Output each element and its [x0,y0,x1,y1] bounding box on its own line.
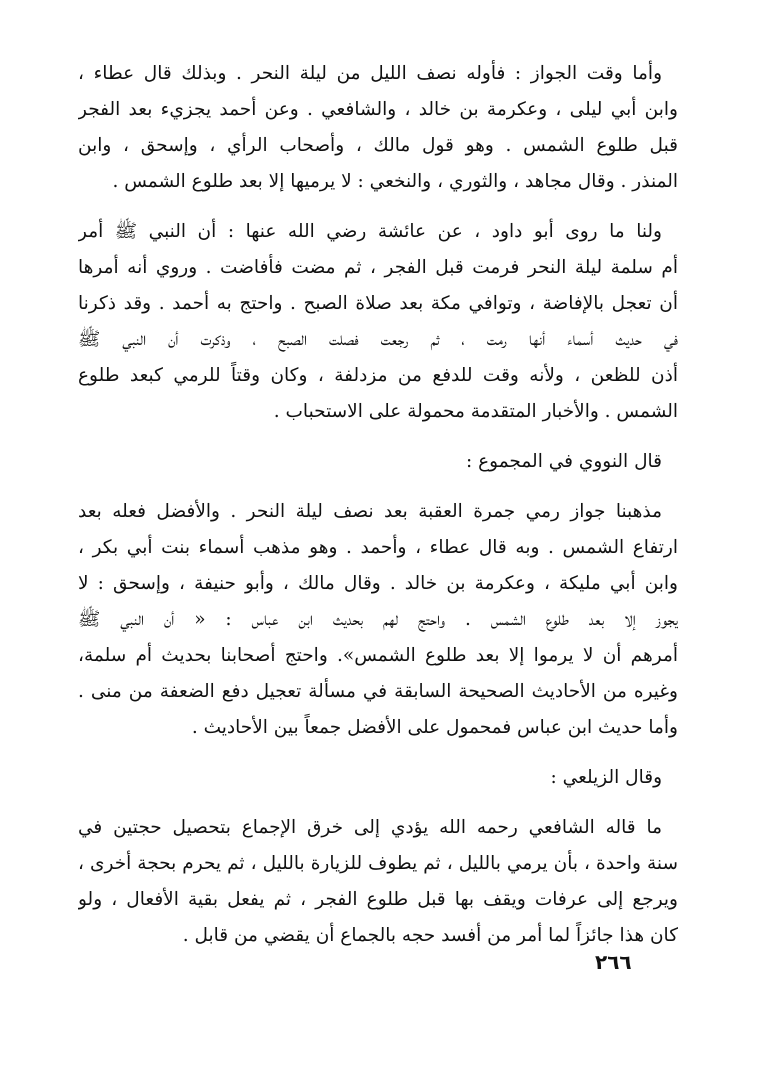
text-line: ارتفاع الشمس . وبه قال عطاء ، وأحمد . وهو مذهب أسماء بنت أبي بكر ، [78,537,678,558]
text-line: وابن أبي مليكة ، وعكرمة بن خالد . وقال مالك ، وأبو حنيفة ، وإسحق : لا [78,573,678,594]
page-number: ٢٦٦ [595,950,632,974]
paragraph-abu-dawud [78,214,678,430]
text-line: وابن أبي ليلى ، وعكرمة بن خالد ، والشافعي . وعن أحمد يجزيء بعد الفجر [78,99,678,120]
text-line: ما قاله الشافعي رحمه الله يؤدي إلى خرق الإجماع بتحصيل حجتين في [78,817,662,838]
text-line: وغيره من الأحاديث الصحيحة السابقة في مسألة تعجيل دفع الضعفة من منى . [78,681,678,702]
page-body [78,56,678,968]
text-line: سنة واحدة ، بأن يرمي بالليل ، ثم يطوف للزيارة بالليل ، ثم يحرم بحجة أخرى ، [78,853,678,874]
text-line: كان هذا جائزاً لما أمر من أفسد حجه بالجماع أن يقضي من قابل . [182,925,678,946]
text-line: أذن للظعن ، ولأنه وقت للدفع من مزدلفة ، وكان وقتاً للرمي كبعد طلوع [78,365,678,386]
heading-nawawi [78,444,678,480]
paragraph-jawaz-time [78,56,678,200]
paragraph-zaylai-quote [78,810,678,954]
text-line: في حديث أسماء أنها رمت ، ثم رجعت فصلت الصبح ، وذكرت أن النبي ﷺ [78,329,678,350]
section-heading: قال النووي في المجموع : [466,451,662,472]
paragraph-nawawi-quote [78,494,678,746]
heading-zaylai [78,760,678,796]
text-line: أن تعجل بالإفاضة ، وتوافي مكة بعد صلاة الصبح . واحتج به أحمد . وقد ذكرنا [78,293,678,314]
text-line: وأما وقت الجواز : فأوله نصف الليل من ليلة النحر . وبذلك قال عطاء ، [78,63,662,84]
text-line: أمرهم أن لا يرموا إلا بعد طلوع الشمس». واحتج أصحابنا بحديث أم سلمة، [78,645,678,666]
text-line: يجوز إلا بعد طلوع الشمس . واحتج لهم بحديث ابن عباس : « أن النبي ﷺ [78,609,678,630]
text-line: المنذر . وقال مجاهد ، والثوري ، والنخعي : لا يرميها إلا بعد طلوع الشمس . [112,171,678,192]
text-line: ويرجع إلى عرفات ويقف بها قبل طلوع الفجر ، ثم يفعل بقية الأفعال ، ولو [78,889,678,910]
text-line: مذهبنا جواز رمي جمرة العقبة بعد نصف ليلة النحر . والأفضل فعله بعد [78,501,662,522]
text-line: ولنا ما روى أبو داود ، عن عائشة رضي الله عنها : أن النبي ﷺ أمر [78,221,662,242]
section-heading: وقال الزيلعي : [550,767,662,788]
text-line: الشمس . والأخبار المتقدمة محمولة على الاستحباب . [273,401,678,422]
text-line: وأما حديث ابن عباس فمحمول على الأفضل جمعاً بين الأحاديث . [191,717,678,738]
text-line: أم سلمة ليلة النحر فرمت قبل الفجر ، ثم مضت فأفاضت . وروي أنه أمرها [78,257,678,278]
text-line: قبل طلوع الشمس . وهو قول مالك ، وأصحاب الرأي ، وإسحق ، وابن [78,135,678,156]
